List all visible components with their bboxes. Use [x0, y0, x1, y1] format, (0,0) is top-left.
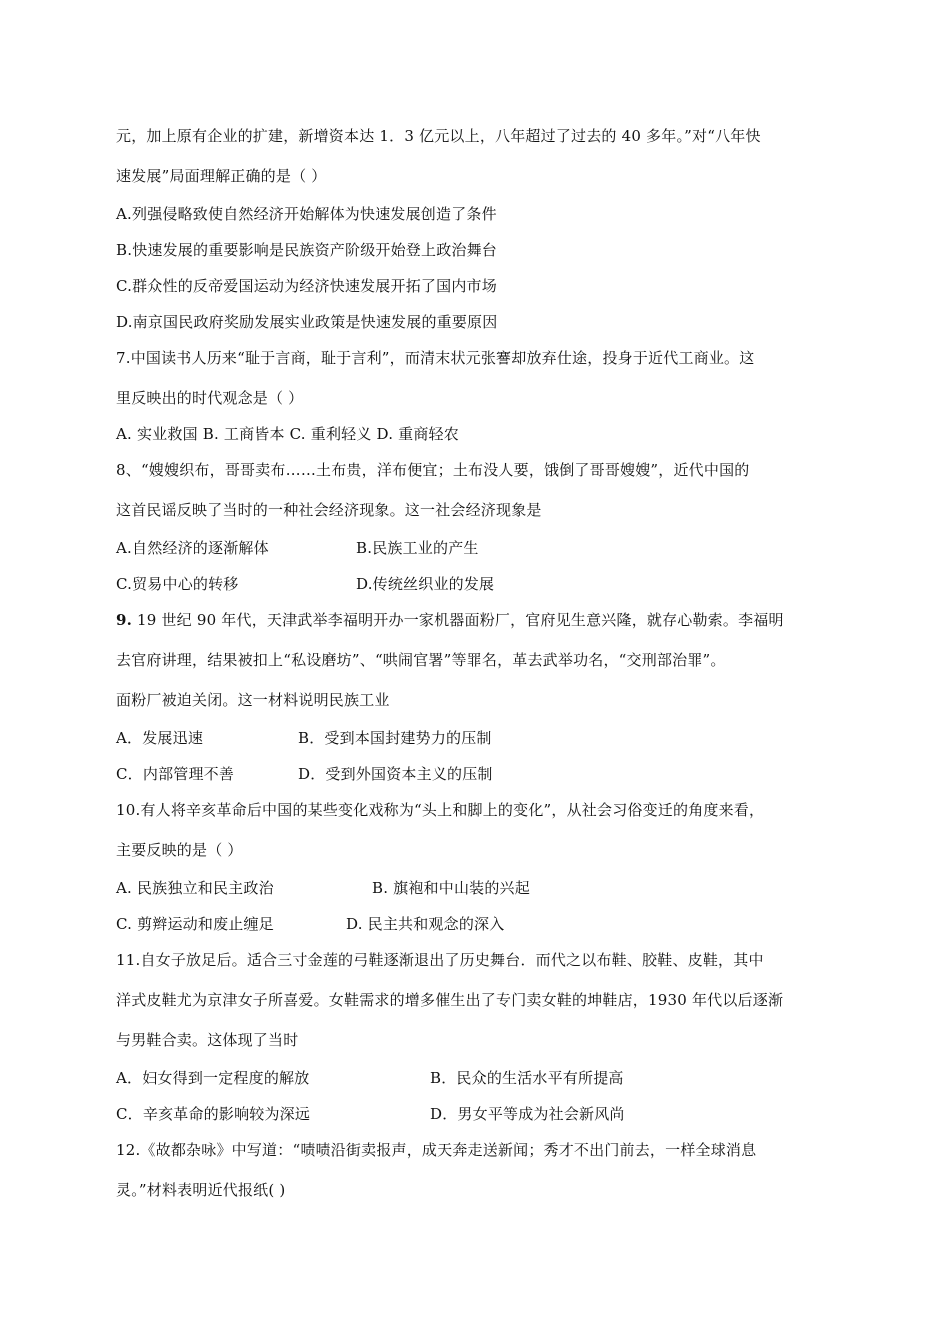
q10-option-d: D. 民主共和观念的深入: [346, 915, 505, 933]
q10-stem-line-1: 10.有人将辛亥革命后中国的某些变化戏称为“头上和脚上的变化”，从社会习俗变迁的角度来看，: [116, 801, 765, 819]
q9-stem-line-2: 去官府讲理，结果被扣上“私设磨坊”、“哄闹官署”等罪名，革去武举功名，“交刑部治罪”。: [116, 651, 726, 669]
q7-options: A. 实业救国 B. 工商皆本 C. 重利轻义 D. 重商轻农: [116, 425, 459, 443]
q11-option-c: C．辛亥革命的影响较为深远: [116, 1105, 311, 1123]
q10-option-a: A. 民族独立和民主政治: [116, 879, 274, 897]
q10-option-c: C. 剪辫运动和废止缠足: [116, 915, 274, 933]
q8-option-a: A.自然经济的逐渐解体: [116, 539, 269, 557]
q12-stem-line-2: 灵。”材料表明近代报纸( ): [116, 1181, 286, 1199]
q10-stem-line-2: 主要反映的是（ ）: [116, 841, 243, 859]
q11-stem-line-2: 洋式皮鞋尤为京津女子所喜爱。女鞋需求的增多催生出了专门卖女鞋的坤鞋店，1930 年代以后逐渐: [116, 991, 784, 1009]
q9-stem-text: 19 世纪 90 年代，天津武举李福明开办一家机器面粉厂，官府见生意兴隆，就存心勒索。李福明: [132, 611, 784, 629]
q8-stem-line-1: 8、“嫂嫂织布，哥哥卖布……土布贵，洋布便宜；土布没人要，饿倒了哥哥嫂嫂”，近代中国的: [116, 461, 750, 479]
q11-stem-line-3: 与男鞋合卖。这体现了当时: [116, 1031, 299, 1049]
q8-option-b: B.民族工业的产生: [356, 539, 479, 557]
q11-option-b: B．民众的生活水平有所提高: [430, 1069, 624, 1087]
q8-stem-line-2: 这首民谣反映了当时的一种社会经济现象。这一社会经济现象是: [116, 501, 542, 519]
q9-number: 9.: [116, 611, 133, 629]
q12-stem-line-1: 12.《故都杂咏》中写道：“啧啧沿街卖报声，成天奔走送新闻；秀才不出门前去，一样全球消息: [116, 1141, 757, 1159]
q11-stem-line-1: 11.自女子放足后。适合三寸金莲的弓鞋逐渐退出了历史舞台．而代之以布鞋、胶鞋、皮鞋，其中: [116, 951, 764, 969]
q11-option-a: A．妇女得到一定程度的解放: [116, 1069, 310, 1087]
q8-option-d: D.传统丝织业的发展: [356, 575, 495, 593]
q6-continuation-line-2: 速发展”局面理解正确的是（ ）: [116, 167, 327, 185]
q9-option-d: D．受到外国资本主义的压制: [298, 765, 493, 783]
q9-stem-line-1: [116, 610, 846, 630]
q6-option-c: C.群众性的反帝爱国运动为经济快速发展开拓了国内市场: [116, 277, 497, 295]
q6-option-d: D.南京国民政府奖励发展实业政策是快速发展的重要原因: [116, 313, 498, 331]
q11-option-d: D．男女平等成为社会新风尚: [430, 1105, 625, 1123]
q9-option-b: B．受到本国封建势力的压制: [298, 729, 492, 747]
q10-option-b: B. 旗袍和中山装的兴起: [372, 879, 530, 897]
q6-continuation-line-1: 元，加上原有企业的扩建，新增资本达 1．3 亿元以上，八年超过了过去的 40 多年。”对“八年快: [116, 127, 761, 145]
q9-option-c: C．内部管理不善: [116, 765, 235, 783]
q7-stem-line-2: 里反映出的时代观念是（ ）: [116, 389, 304, 407]
q7-stem-line-1: 7.中国读书人历来“耻于言商，耻于言利”，而清末状元张謇却放弃仕途，投身于近代工商业。这: [116, 349, 755, 367]
q9-stem-line-3: 面粉厂被迫关闭。这一材料说明民族工业: [116, 691, 390, 709]
q9-option-a: A．发展迅速: [116, 729, 204, 747]
q6-option-a: A.列强侵略致使自然经济开始解体为快速发展创造了条件: [116, 205, 497, 223]
q8-option-c: C.贸易中心的转移: [116, 575, 239, 593]
q6-option-b: B.快速发展的重要影响是民族资产阶级开始登上政治舞台: [116, 241, 497, 259]
